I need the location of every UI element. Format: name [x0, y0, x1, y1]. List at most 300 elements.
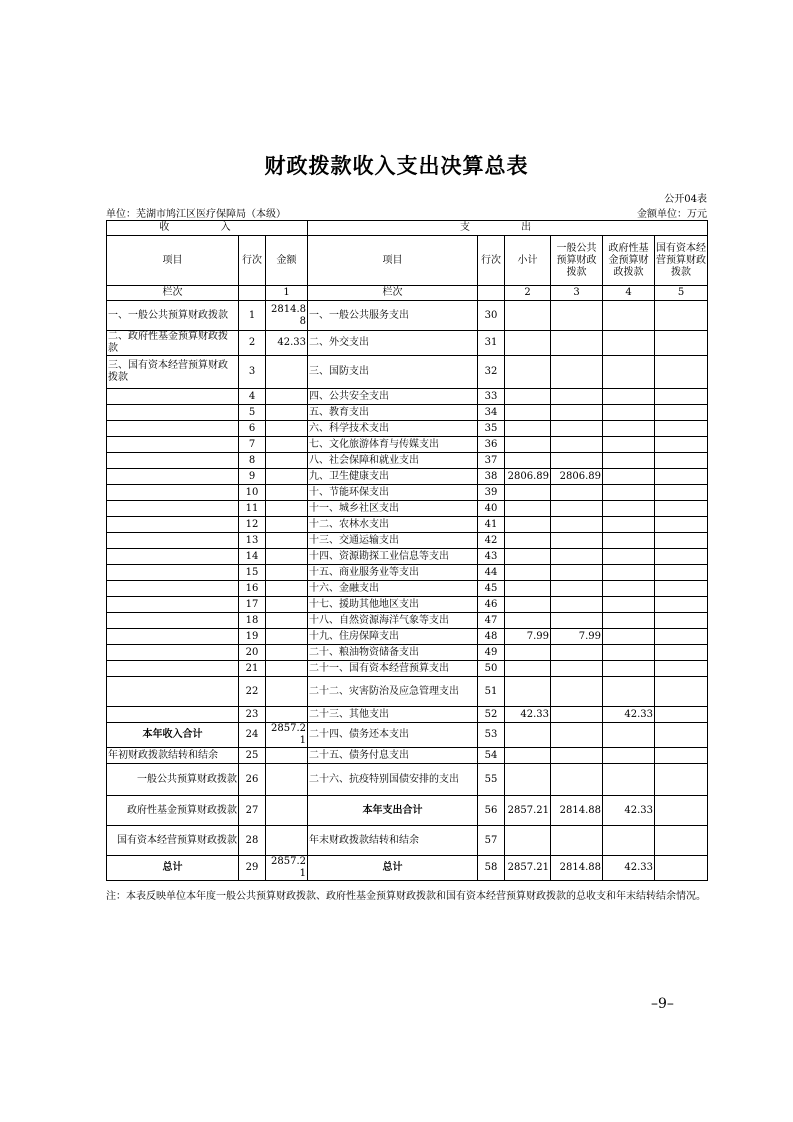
- income-amount-cell: [266, 421, 308, 437]
- table-row: [107, 517, 708, 533]
- expense-line-no-cell: 45: [478, 581, 505, 597]
- general-budget-cell: [551, 485, 603, 501]
- expense-item-cell: 二十、粮油物资储备支出: [308, 645, 478, 661]
- table-row: [107, 613, 708, 629]
- income-amount-cell: [266, 764, 308, 796]
- income-item-cell: [107, 645, 239, 661]
- general-budget-cell: [551, 517, 603, 533]
- income-item-cell: 年初财政拨款结转和结余: [107, 748, 239, 764]
- expense-item-cell: 二十六、抗疫特别国债安排的支出: [308, 764, 478, 796]
- table-row: [107, 748, 708, 764]
- table-row: [107, 389, 708, 405]
- income-line-no-cell: 3: [239, 356, 266, 389]
- expense-line-no-cell: 36: [478, 437, 505, 453]
- expense-line-no-cell: 30: [478, 301, 505, 331]
- income-item-cell: 本年收入合计: [107, 723, 239, 748]
- fund-budget-cell: [603, 677, 655, 707]
- fund-budget-cell: 42.33: [603, 707, 655, 723]
- subtotal-cell: 7.99: [505, 629, 551, 645]
- income-col-label: 栏次: [107, 286, 239, 301]
- table-row: [107, 764, 708, 796]
- income-amount-cell: 2857.21: [266, 856, 308, 881]
- subtotal-cell: [505, 549, 551, 565]
- subtotal-cell: [505, 389, 551, 405]
- income-amount-cell: [266, 549, 308, 565]
- income-item-cell: [107, 613, 239, 629]
- expense-header: 支 出: [308, 221, 708, 236]
- expense-line-no-cell: 56: [478, 796, 505, 826]
- expense-item-cell: 二十五、债务付息支出: [308, 748, 478, 764]
- income-line-no-cell: 21: [239, 661, 266, 677]
- subtotal-cell: [505, 517, 551, 533]
- income-item-cell: 一、一般公共预算财政拨款: [107, 301, 239, 331]
- reporting-unit: 单位：芜湖市鸠江区医疗保障局（本级）: [106, 209, 286, 220]
- table-row: [107, 645, 708, 661]
- state-capital-cell: [655, 723, 708, 748]
- state-capital-cell: [655, 421, 708, 437]
- income-item-cell: [107, 421, 239, 437]
- state-capital-cell: [655, 485, 708, 501]
- table-row: [107, 533, 708, 549]
- subtotal-cell: [505, 565, 551, 581]
- fund-budget-cell: [603, 469, 655, 485]
- state-capital-cell: [655, 645, 708, 661]
- expense-item-cell: 九、卫生健康支出: [308, 469, 478, 485]
- income-line-no-cell: 4: [239, 389, 266, 405]
- expense-line-no-cell: 47: [478, 613, 505, 629]
- fund-budget-cell: [603, 565, 655, 581]
- fund-budget-cell: [603, 501, 655, 517]
- table-row: [107, 331, 708, 356]
- income-item-cell: [107, 389, 239, 405]
- income-amount-cell: [266, 629, 308, 645]
- income-amount-cell: [266, 501, 308, 517]
- fund-budget-cell: [603, 356, 655, 389]
- general-budget-cell: [551, 533, 603, 549]
- expense-line-no-cell: 51: [478, 677, 505, 707]
- expense-item-cell: 十三、交通运输支出: [308, 533, 478, 549]
- income-line-no-cell: 16: [239, 581, 266, 597]
- income-amount-cell: [266, 437, 308, 453]
- state-capital-cell: [655, 748, 708, 764]
- state-capital-cell: [655, 405, 708, 421]
- subtotal-cell: [505, 405, 551, 421]
- subtotal-cell: [505, 597, 551, 613]
- subtotal-cell: [505, 356, 551, 389]
- expense-item-cell: 三、国防支出: [308, 356, 478, 389]
- income-amount-cell: [266, 661, 308, 677]
- income-line-no-header: 行次: [239, 236, 266, 286]
- fund-budget-cell: [603, 597, 655, 613]
- fund-budget-cell: 42.33: [603, 856, 655, 881]
- state-capital-cell: [655, 469, 708, 485]
- fund-budget-cell: [603, 517, 655, 533]
- state-capital-cell: [655, 549, 708, 565]
- state-capital-cell: [655, 453, 708, 469]
- subtotal-cell: 2857.21: [505, 796, 551, 826]
- table-row: [107, 565, 708, 581]
- col-index-5: 5: [655, 286, 708, 301]
- expense-line-no-cell: 33: [478, 389, 505, 405]
- subtotal-cell: [505, 748, 551, 764]
- table-row: [107, 549, 708, 565]
- table-row: [107, 826, 708, 856]
- income-line-no-cell: 28: [239, 826, 266, 856]
- general-budget-cell: [551, 645, 603, 661]
- table-row: [107, 485, 708, 501]
- income-item-cell: 国有资本经营预算财政拨款: [107, 826, 239, 856]
- income-item-cell: [107, 707, 239, 723]
- general-budget-cell: [551, 501, 603, 517]
- general-budget-cell: [551, 677, 603, 707]
- income-amount-cell: [266, 826, 308, 856]
- table-row: [107, 501, 708, 517]
- subtotal-cell: [505, 421, 551, 437]
- expense-item-cell: 二十三、其他支出: [308, 707, 478, 723]
- subtotal-cell: 2806.89: [505, 469, 551, 485]
- general-budget-cell: [551, 453, 603, 469]
- expense-line-no-cell: 41: [478, 517, 505, 533]
- col-index-4: 4: [603, 286, 655, 301]
- income-item-cell: [107, 453, 239, 469]
- expense-item-cell: 十、节能环保支出: [308, 485, 478, 501]
- income-line-no-cell: 29: [239, 856, 266, 881]
- income-line-no-cell: 22: [239, 677, 266, 707]
- expense-line-no-cell: 55: [478, 764, 505, 796]
- income-item-header: 项目: [107, 236, 239, 286]
- table-row: [107, 796, 708, 826]
- expense-line-no-cell: 37: [478, 453, 505, 469]
- table-row: [107, 356, 708, 389]
- subtotal-header: 小计: [505, 236, 551, 286]
- fund-budget-cell: [603, 421, 655, 437]
- income-item-cell: [107, 533, 239, 549]
- expense-line-no-header: 行次: [478, 236, 505, 286]
- income-amount-cell: [266, 581, 308, 597]
- expense-item-cell: 六、科学技术支出: [308, 421, 478, 437]
- expense-item-cell: 十九、住房保障支出: [308, 629, 478, 645]
- table-body: [107, 301, 708, 881]
- state-capital-cell: [655, 661, 708, 677]
- expense-item-cell: 二十二、灾害防治及应急管理支出: [308, 677, 478, 707]
- income-amount-cell: [266, 405, 308, 421]
- table-row: [107, 581, 708, 597]
- expense-item-header: 项目: [308, 236, 478, 286]
- fund-budget-cell: [603, 723, 655, 748]
- income-amount-cell: [266, 517, 308, 533]
- expense-item-cell: 十六、金融支出: [308, 581, 478, 597]
- income-line-no-cell: 17: [239, 597, 266, 613]
- expense-line-no-cell: 53: [478, 723, 505, 748]
- fund-budget-cell: [603, 331, 655, 356]
- expense-line-no-cell: 49: [478, 645, 505, 661]
- expense-item-cell: 十四、资源勘探工业信息等支出: [308, 549, 478, 565]
- fund-budget-cell: [603, 613, 655, 629]
- general-budget-cell: [551, 405, 603, 421]
- income-item-cell: 三、国有资本经营预算财政拨款: [107, 356, 239, 389]
- fund-budget-cell: [603, 549, 655, 565]
- expense-line-no-cell: 32: [478, 356, 505, 389]
- income-line-no-cell: 15: [239, 565, 266, 581]
- subtotal-cell: [505, 613, 551, 629]
- income-amount-cell: [266, 565, 308, 581]
- income-line-no-cell: 11: [239, 501, 266, 517]
- fund-budget-cell: [603, 748, 655, 764]
- subtotal-cell: [505, 437, 551, 453]
- page-title: 财政拨款收入支出决算总表: [264, 153, 529, 178]
- expense-item-cell: 十五、商业服务业等支出: [308, 565, 478, 581]
- col-index-2: 2: [505, 286, 551, 301]
- income-line-no-cell: 12: [239, 517, 266, 533]
- subtotal-cell: [505, 764, 551, 796]
- fund-budget-cell: [603, 661, 655, 677]
- income-line-no-cell: 23: [239, 707, 266, 723]
- general-budget-cell: [551, 581, 603, 597]
- general-budget-cell: 7.99: [551, 629, 603, 645]
- general-budget-cell: [551, 331, 603, 356]
- income-item-cell: 政府性基金预算财政拨款: [107, 796, 239, 826]
- general-budget-cell: [551, 826, 603, 856]
- expense-item-cell: 二十四、债务还本支出: [308, 723, 478, 748]
- fund-budget-cell: [603, 485, 655, 501]
- subtotal-cell: [505, 501, 551, 517]
- state-capital-cell: [655, 301, 708, 331]
- subtotal-cell: [505, 581, 551, 597]
- income-amount-cell: [266, 645, 308, 661]
- general-budget-header: 一般公共预算财政拨款: [551, 236, 603, 286]
- income-amount-cell: [266, 677, 308, 707]
- state-capital-cell: [655, 826, 708, 856]
- general-budget-cell: [551, 389, 603, 405]
- table-row: [107, 301, 708, 331]
- expense-item-cell: 十八、自然资源海洋气象等支出: [308, 613, 478, 629]
- state-capital-cell: [655, 389, 708, 405]
- expense-item-cell: 八、社会保障和就业支出: [308, 453, 478, 469]
- state-capital-cell: [655, 613, 708, 629]
- general-budget-cell: 2814.88: [551, 796, 603, 826]
- income-header: 收 入: [107, 221, 308, 236]
- expense-item-cell: 四、公共安全支出: [308, 389, 478, 405]
- expense-line-no-cell: 43: [478, 549, 505, 565]
- col-index-1: 1: [266, 286, 308, 301]
- income-line-no-cell: 7: [239, 437, 266, 453]
- income-line-no-cell: 13: [239, 533, 266, 549]
- subtotal-cell: [505, 826, 551, 856]
- income-line-no-cell: 27: [239, 796, 266, 826]
- income-line-no-cell: 25: [239, 748, 266, 764]
- fund-budget-cell: [603, 764, 655, 796]
- subtotal-cell: [505, 677, 551, 707]
- subtotal-cell: 2857.21: [505, 856, 551, 881]
- expense-item-cell: 十七、援助其他地区支出: [308, 597, 478, 613]
- expense-col-label: 栏次: [308, 286, 478, 301]
- expense-line-no-cell: 48: [478, 629, 505, 645]
- income-amount-cell: [266, 485, 308, 501]
- state-capital-cell: [655, 629, 708, 645]
- expense-line-no-cell: 35: [478, 421, 505, 437]
- income-item-cell: [107, 485, 239, 501]
- table-row: [107, 405, 708, 421]
- table-row: [107, 856, 708, 881]
- page-number: –9–: [651, 996, 674, 1012]
- table-row: [107, 629, 708, 645]
- table-row: [107, 661, 708, 677]
- income-item-cell: [107, 597, 239, 613]
- table-row: [107, 723, 708, 748]
- income-item-cell: [107, 517, 239, 533]
- state-capital-cell: [655, 597, 708, 613]
- subtotal-cell: 42.33: [505, 707, 551, 723]
- income-line-no-cell: 5: [239, 405, 266, 421]
- income-line-no-cell: 26: [239, 764, 266, 796]
- expense-line-no-cell: 46: [478, 597, 505, 613]
- expense-item-cell: 二十一、国有资本经营预算支出: [308, 661, 478, 677]
- income-line-no-cell: 8: [239, 453, 266, 469]
- income-line-no-cell: 18: [239, 613, 266, 629]
- income-amount-cell: 42.33: [266, 331, 308, 356]
- expense-item-cell: 十一、城乡社区支出: [308, 501, 478, 517]
- general-budget-cell: [551, 661, 603, 677]
- expense-line-no-cell: 34: [478, 405, 505, 421]
- empty-cell: [478, 286, 505, 301]
- income-line-no-cell: 14: [239, 549, 266, 565]
- expense-line-no-cell: 39: [478, 485, 505, 501]
- subtotal-cell: [505, 723, 551, 748]
- income-amount-cell: [266, 389, 308, 405]
- subtotal-cell: [505, 661, 551, 677]
- state-capital-cell: [655, 331, 708, 356]
- table-row: [107, 453, 708, 469]
- expense-item-cell: 总计: [308, 856, 478, 881]
- subtotal-cell: [505, 645, 551, 661]
- general-budget-cell: [551, 723, 603, 748]
- general-budget-cell: 2806.89: [551, 469, 603, 485]
- fund-budget-cell: [603, 405, 655, 421]
- expense-item-cell: 十二、农林水支出: [308, 517, 478, 533]
- expense-line-no-cell: 42: [478, 533, 505, 549]
- expense-line-no-cell: 50: [478, 661, 505, 677]
- fund-budget-cell: [603, 453, 655, 469]
- fund-budget-cell: [603, 629, 655, 645]
- table-row: [107, 597, 708, 613]
- income-line-no-cell: 10: [239, 485, 266, 501]
- empty-cell: [239, 286, 266, 301]
- income-item-cell: [107, 469, 239, 485]
- expense-item-cell: 本年支出合计: [308, 796, 478, 826]
- subtotal-cell: [505, 485, 551, 501]
- income-line-no-cell: 24: [239, 723, 266, 748]
- income-amount-cell: [266, 796, 308, 826]
- income-item-cell: [107, 549, 239, 565]
- table-row: [107, 707, 708, 723]
- income-line-no-cell: 19: [239, 629, 266, 645]
- expense-line-no-cell: 31: [478, 331, 505, 356]
- income-amount-cell: [266, 453, 308, 469]
- amount-unit: 金额单位：万元: [637, 209, 707, 220]
- fund-budget-cell: [603, 826, 655, 856]
- expense-line-no-cell: 52: [478, 707, 505, 723]
- income-line-no-cell: 20: [239, 645, 266, 661]
- table-row: [107, 421, 708, 437]
- income-amount-cell: [266, 356, 308, 389]
- expense-line-no-cell: 54: [478, 748, 505, 764]
- income-item-cell: [107, 437, 239, 453]
- state-capital-cell: [655, 856, 708, 881]
- income-item-cell: [107, 629, 239, 645]
- income-line-no-cell: 1: [239, 301, 266, 331]
- income-amount-cell: [266, 469, 308, 485]
- subtotal-cell: [505, 301, 551, 331]
- general-budget-cell: [551, 356, 603, 389]
- table-row: [107, 437, 708, 453]
- state-capital-cell: [655, 437, 708, 453]
- general-budget-cell: [551, 301, 603, 331]
- income-amount-cell: [266, 533, 308, 549]
- general-budget-cell: [551, 437, 603, 453]
- general-budget-cell: [551, 421, 603, 437]
- income-amount-cell: 2857.21: [266, 723, 308, 748]
- state-capital-cell: [655, 764, 708, 796]
- general-budget-cell: [551, 613, 603, 629]
- fund-budget-cell: [603, 645, 655, 661]
- income-line-no-cell: 2: [239, 331, 266, 356]
- general-budget-cell: [551, 707, 603, 723]
- expense-item-cell: 七、文化旅游体育与传媒支出: [308, 437, 478, 453]
- subtotal-cell: [505, 453, 551, 469]
- state-capital-cell: [655, 581, 708, 597]
- income-amount-cell: 2814.88: [266, 301, 308, 331]
- income-item-cell: [107, 677, 239, 707]
- expense-line-no-cell: 57: [478, 826, 505, 856]
- state-capital-cell: [655, 565, 708, 581]
- fund-budget-cell: [603, 437, 655, 453]
- income-amount-cell: [266, 597, 308, 613]
- footnote: 注：本表反映单位本年度一般公共预算财政拨款、政府性基金预算财政拨款和国有资本经营预算财政拨款的总收支和年末结转结余情况。: [106, 891, 706, 902]
- income-item-cell: [107, 581, 239, 597]
- fund-budget-header: 政府性基金预算财政拨款: [603, 236, 655, 286]
- state-capital-cell: [655, 356, 708, 389]
- fund-budget-cell: [603, 301, 655, 331]
- income-item-cell: [107, 501, 239, 517]
- income-item-cell: 二、政府性基金预算财政拨款: [107, 331, 239, 356]
- state-capital-cell: [655, 517, 708, 533]
- expense-line-no-cell: 40: [478, 501, 505, 517]
- income-item-cell: 总计: [107, 856, 239, 881]
- expense-item-cell: 年末财政拨款结转和结余: [308, 826, 478, 856]
- expense-line-no-cell: 58: [478, 856, 505, 881]
- form-number: 公开04表: [664, 194, 707, 205]
- income-line-no-cell: 6: [239, 421, 266, 437]
- income-amount-header: 金额: [266, 236, 308, 286]
- fund-budget-cell: [603, 533, 655, 549]
- fund-budget-cell: 42.33: [603, 796, 655, 826]
- expense-item-cell: 五、教育支出: [308, 405, 478, 421]
- income-item-cell: 一般公共预算财政拨款: [107, 764, 239, 796]
- income-amount-cell: [266, 748, 308, 764]
- income-item-cell: [107, 565, 239, 581]
- general-budget-cell: [551, 565, 603, 581]
- general-budget-cell: [551, 549, 603, 565]
- table-row: [107, 469, 708, 485]
- state-capital-cell: [655, 677, 708, 707]
- fund-budget-cell: [603, 389, 655, 405]
- general-budget-cell: [551, 764, 603, 796]
- expense-item-cell: 二、外交支出: [308, 331, 478, 356]
- expense-line-no-cell: 44: [478, 565, 505, 581]
- general-budget-cell: [551, 597, 603, 613]
- income-item-cell: [107, 405, 239, 421]
- expense-line-no-cell: 38: [478, 469, 505, 485]
